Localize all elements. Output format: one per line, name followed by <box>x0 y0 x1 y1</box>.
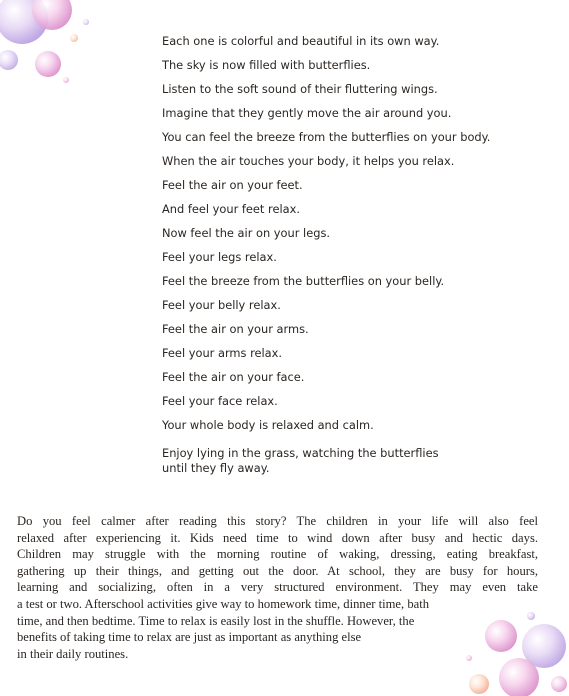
story-line: Enjoy lying in the grass, watching the butterflies <box>162 446 439 460</box>
body-line: in their daily routines. <box>17 646 129 661</box>
decorative-bubbles-top <box>0 0 110 100</box>
body-line: a test or two. Afterschool activities give way to homework time, dinner time, bath <box>17 596 429 611</box>
story-line: Listen to the soft sound of their fluttering wings. <box>162 82 438 96</box>
story-line: Feel your legs relax. <box>162 250 277 264</box>
body-line: gathering up their things, and getting out the door. At school, they are busy for hours, <box>17 563 538 578</box>
story-line: Imagine that they gently move the air around you. <box>162 106 452 120</box>
body-line: relaxed after experiencing it. Kids need time to wind down after busy and hectic days. <box>17 530 538 545</box>
story-line: Now feel the air on your legs. <box>162 226 331 240</box>
story-line: Feel the air on your arms. <box>162 322 309 336</box>
story-line: Feel the air on your feet. <box>162 178 303 192</box>
body-line: learning and socializing, often in a very structured environment. They may even take <box>17 580 538 595</box>
body-line: Children may struggle with the morning routine of waking, dressing, eating breakfast, <box>17 547 538 562</box>
story-line: When the air touches your body, it helps you relax. <box>162 154 455 168</box>
body-line: Do you feel calmer after reading this story? The children in your life will also feel <box>17 514 538 528</box>
body-paragraph <box>17 513 538 662</box>
story-line: Each one is colorful and beautiful in its own way. <box>162 34 440 48</box>
story-line: And feel your feet relax. <box>162 202 300 216</box>
story-line: Feel your face relax. <box>162 394 278 408</box>
story-line: The sky is now filled with butterflies. <box>162 58 371 72</box>
story-line: Feel the air on your face. <box>162 370 305 384</box>
story-line: Feel the breeze from the butterflies on your belly. <box>162 274 445 288</box>
story-line: Your whole body is relaxed and calm. <box>162 418 374 432</box>
story-line: Feel your arms relax. <box>162 346 283 360</box>
body-line: benefits of taking time to relax are just as important as anything else <box>17 630 362 645</box>
story-line: You can feel the breeze from the butterflies on your body. <box>162 130 491 144</box>
story-line: until they fly away. <box>162 461 270 475</box>
body-line: time, and then bedtime. Time to relax is easily lost in the shuffle. However, the <box>17 613 415 628</box>
story-line: Feel your belly relax. <box>162 298 281 312</box>
